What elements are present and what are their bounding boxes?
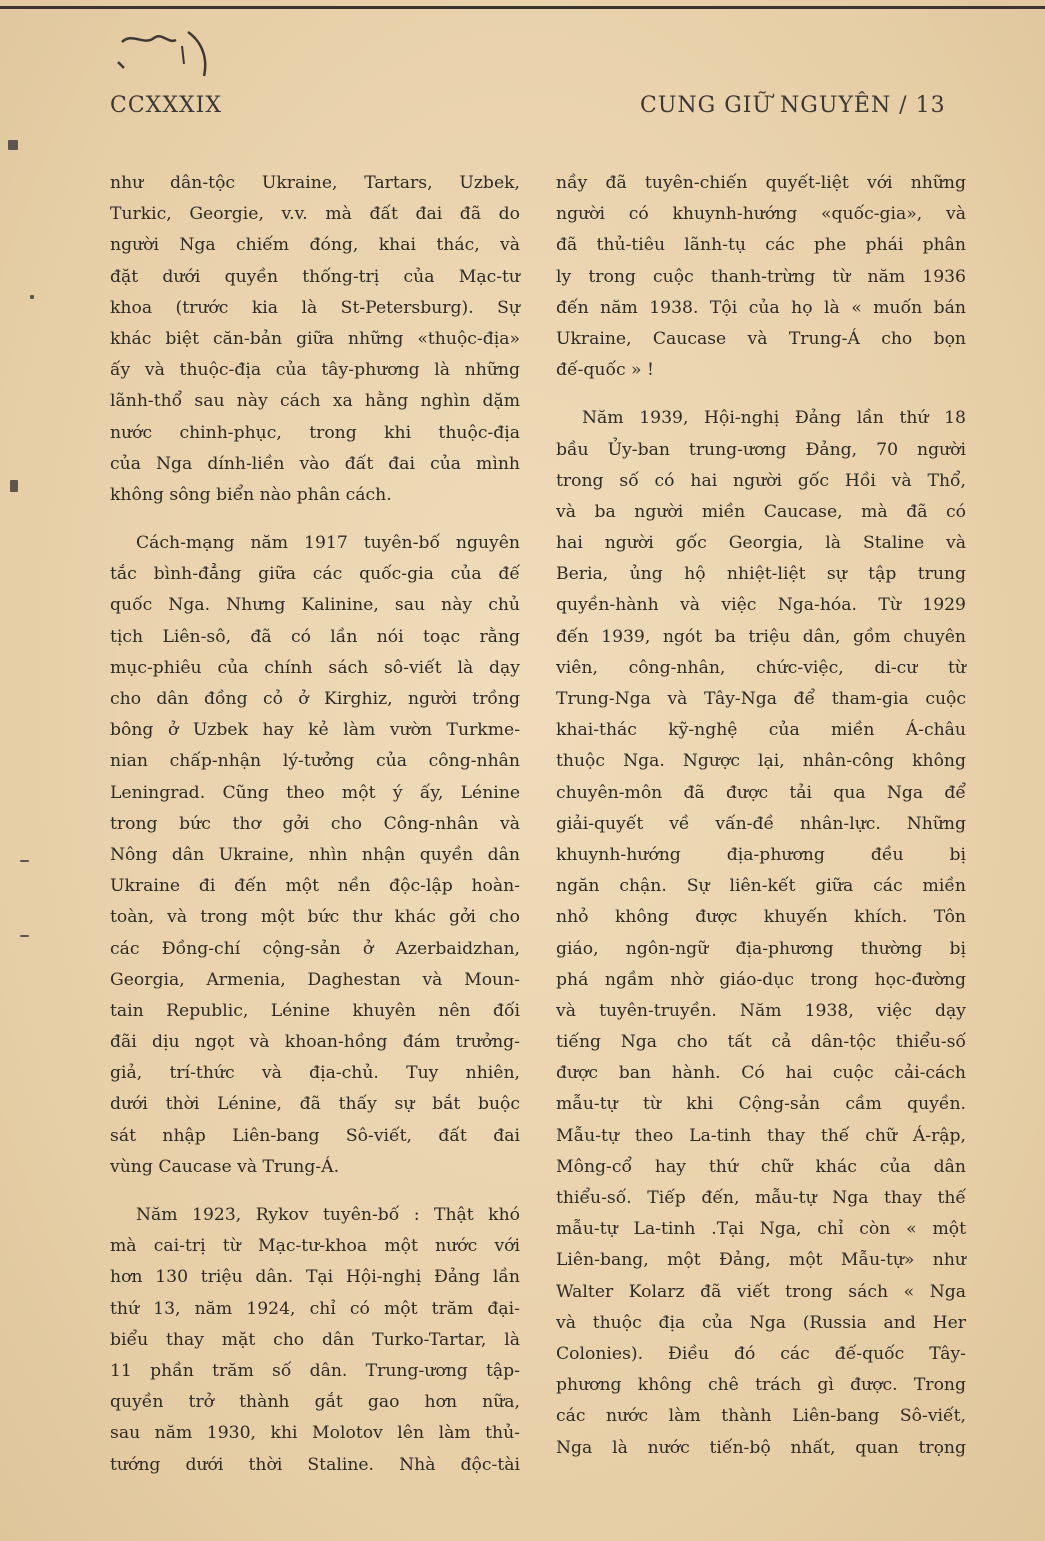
text-line: Năm 1939, Hội-nghị Đảng lần thứ 18 xyxy=(582,408,966,429)
text-line: nian chấp-nhận lý-tưởng của công-nhân xyxy=(110,751,520,772)
margin-speck xyxy=(30,295,34,299)
text-line: thứ 13, năm 1924, chỉ có một trăm đại- xyxy=(110,1298,520,1319)
text-line: 11 phần trăm số dân. Trung-ương tập- xyxy=(110,1360,520,1381)
text-line: mà cai-trị từ Mạc-tư-khoa một nước với xyxy=(110,1236,520,1257)
text-line: Ukraine, Caucase và Trung-Á cho bọn xyxy=(556,328,966,349)
top-edge-rule xyxy=(0,6,1045,9)
text-line: giáo, ngôn-ngữ địa-phương thường bị xyxy=(556,938,966,959)
text-line: các nước làm thành Liên-bang Sô-viết, xyxy=(556,1406,966,1427)
text-line: khác biệt căn-bản giữa những «thuộc-địa» xyxy=(110,328,520,349)
text-line: bầu Ủy-ban trung-ương Đảng, 70 người xyxy=(556,439,966,460)
text-line: giải-quyết về vấn-đề nhân-lực. Những xyxy=(556,813,966,834)
margin-speck xyxy=(20,860,29,862)
text-line: Trung-Nga và Tây-Nga để tham-gia cuộc xyxy=(556,689,966,709)
text-line: Beria, ủng hộ nhiệt-liệt sự tập trung xyxy=(556,564,966,585)
text-line: chuyên-môn đã được tải qua Nga để xyxy=(556,782,966,803)
text-line: Năm 1923, Rykov tuyên-bố : Thật khó xyxy=(136,1205,520,1225)
text-line: đế-quốc » ! xyxy=(556,360,654,381)
text-line: viên, công-nhân, chức-việc, di-cư từ xyxy=(556,657,966,678)
text-line: biểu thay mặt cho dân Turko-Tartar, là xyxy=(110,1329,520,1350)
text-line: đãi dịu ngọt và khoan-hồng đám trưởng- xyxy=(110,1032,520,1053)
text-line: vùng Caucase và Trung-Á. xyxy=(110,1156,340,1177)
right-text-column xyxy=(556,168,966,1464)
margin-speck xyxy=(20,935,29,937)
text-line: giả, trí-thức và địa-chủ. Tuy nhiên, xyxy=(110,1063,520,1084)
text-line: Liên-bang, một Đảng, một Mẫu-tự» như xyxy=(556,1250,966,1271)
paragraph-gap xyxy=(556,386,966,403)
text-line: trong số có hai người gốc Hồi và Thổ, xyxy=(556,470,966,491)
text-line: Leningrad. Cũng theo một ý ấy, Lénine xyxy=(110,782,520,803)
text-line: dưới thời Lénine, đã thấy sự bắt buộc xyxy=(110,1094,520,1115)
text-line: Mông-cổ hay thứ chữ khác của dân xyxy=(556,1156,966,1177)
text-line: hơn 130 triệu dân. Tại Hội-nghị Đảng lần xyxy=(110,1267,520,1288)
text-line: ly trong cuộc thanh-trừng từ năm 1936 xyxy=(556,266,966,287)
text-line: thuộc Nga. Ngược lại, nhân-công không xyxy=(556,751,966,772)
text-line: Mẫu-tự theo La-tinh thay thế chữ Á-rập, xyxy=(556,1125,966,1146)
text-line: Turkic, Georgie, v.v. mà đất đai đã do xyxy=(110,204,520,225)
text-line: và tuyên-truyền. Năm 1938, việc dạy xyxy=(556,1000,966,1021)
text-line: bông ở Uzbek hay kẻ làm vườn Turkme- xyxy=(110,720,520,741)
chapter-roman-numeral: CCXXXIX xyxy=(110,93,223,118)
paragraph-gap xyxy=(110,511,520,528)
text-line: người Nga chiếm đóng, khai thác, và xyxy=(110,235,520,256)
text-line: khuynh-hướng địa-phương đều bị xyxy=(556,844,966,865)
text-line: hai người gốc Georgia, là Staline và xyxy=(556,533,966,554)
text-line: Nông dân Ukraine, nhìn nhận quyền dân xyxy=(110,844,520,865)
text-line: Colonies). Điều đó các đế-quốc Tây- xyxy=(556,1343,966,1364)
text-line: không sông biển nào phân cách. xyxy=(110,484,392,505)
text-line: tịch Liên-sô, đã có lần nói toạc rằng xyxy=(110,626,520,647)
text-line: đến 1939, ngót ba triệu dân, gồm chuyên xyxy=(556,626,966,647)
text-line: khoa (trước kia là St-Petersburg). Sự xyxy=(110,297,520,318)
text-line: tain Republic, Lénine khuyên nên đối xyxy=(110,1000,520,1021)
text-line: người có khuynh-hướng «quốc-gia», và xyxy=(556,204,966,225)
text-line: phương không chê trách gì được. Trong xyxy=(556,1375,966,1396)
text-line: thiểu-số. Tiếp đến, mẫu-tự Nga thay thế xyxy=(556,1188,966,1208)
text-line: sau năm 1930, khi Molotov lên làm thủ- xyxy=(110,1423,520,1444)
text-line: đã thủ-tiêu lãnh-tụ các phe phái phân xyxy=(556,235,966,256)
text-line: mẫu-tự từ khi Cộng-sản cầm quyền. xyxy=(556,1094,966,1115)
text-line: Walter Kolarz đã viết trong sách « Nga xyxy=(556,1281,966,1302)
text-line: mẫu-tự La-tinh .Tại Nga, chỉ còn « một xyxy=(556,1219,966,1240)
text-line: nước chinh-phục, trong khi thuộc-địa xyxy=(110,422,520,443)
left-text-column xyxy=(110,168,520,1481)
text-line: quốc Nga. Nhưng Kalinine, sau này chủ xyxy=(110,595,520,616)
text-line: Georgia, Armenia, Daghestan và Moun- xyxy=(110,969,520,990)
text-line: trong bức thơ gởi cho Công-nhân và xyxy=(110,813,520,834)
text-line: đặt dưới quyền thống-trị của Mạc-tư xyxy=(110,266,520,287)
text-line: và thuộc địa của Nga (Russia and Her xyxy=(556,1312,966,1333)
text-line: cho dân đồng cỏ ở Kirghiz, người trồng xyxy=(110,689,520,709)
running-title-page-number: CUNG GIỮ NGUYÊN / 13 xyxy=(640,93,946,118)
text-line: các Đồng-chí cộng-sản ở Azerbaidzhan, xyxy=(110,938,520,959)
text-line: phá ngầm nhờ giáo-dục trong học-đường xyxy=(556,969,966,990)
text-line: mục-phiêu của chính sách sô-viết là dạy xyxy=(110,657,520,678)
text-line: tắc bình-đẳng giữa các quốc-gia của đế xyxy=(110,564,520,585)
text-line: tướng dưới thời Staline. Nhà độc-tài xyxy=(110,1454,520,1475)
paragraph-gap xyxy=(110,1183,520,1200)
text-line: Cách-mạng năm 1917 tuyên-bố nguyên xyxy=(136,533,520,554)
text-line: toàn, và trong một bức thư khác gởi cho xyxy=(110,907,520,928)
handwritten-scribble-icon xyxy=(110,28,220,98)
text-line: quyền-hành và việc Nga-hóa. Từ 1929 xyxy=(556,595,966,616)
margin-speck xyxy=(8,140,18,150)
text-line: của Nga dính-liền vào đất đai của mình xyxy=(110,453,520,474)
text-line: như dân-tộc Ukraine, Tartars, Uzbek, xyxy=(110,173,520,193)
text-line: nầy đã tuyên-chiến quyết-liệt với những xyxy=(556,173,966,193)
text-line: khai-thác kỹ-nghệ của miền Á-châu xyxy=(556,720,966,741)
margin-speck xyxy=(10,480,18,492)
text-line: đến năm 1938. Tội của họ là « muốn bán xyxy=(556,297,966,318)
text-line: ấy và thuộc-địa của tây-phương là những xyxy=(110,360,520,381)
text-line: sát nhập Liên-bang Sô-viết, đất đai xyxy=(110,1125,520,1146)
text-line: quyền trở thành gắt gao hơn nữa, xyxy=(110,1392,520,1413)
text-line: Nga là nước tiến-bộ nhất, quan trọng xyxy=(556,1437,966,1458)
text-line: lãnh-thổ sau này cách xa hằng nghìn dặm xyxy=(110,391,520,412)
text-line: được ban hành. Có hai cuộc cải-cách xyxy=(556,1063,966,1084)
text-line: và ba người miền Caucase, mà đã có xyxy=(556,501,966,522)
text-line: tiếng Nga cho tất cả dân-tộc thiểu-số xyxy=(556,1032,966,1053)
text-line: nhỏ không được khuyến khích. Tôn xyxy=(556,907,966,928)
text-line: ngăn chận. Sự liên-kết giữa các miền xyxy=(556,876,966,897)
text-line: Ukraine đi đến một nền độc-lập hoàn- xyxy=(110,876,520,897)
